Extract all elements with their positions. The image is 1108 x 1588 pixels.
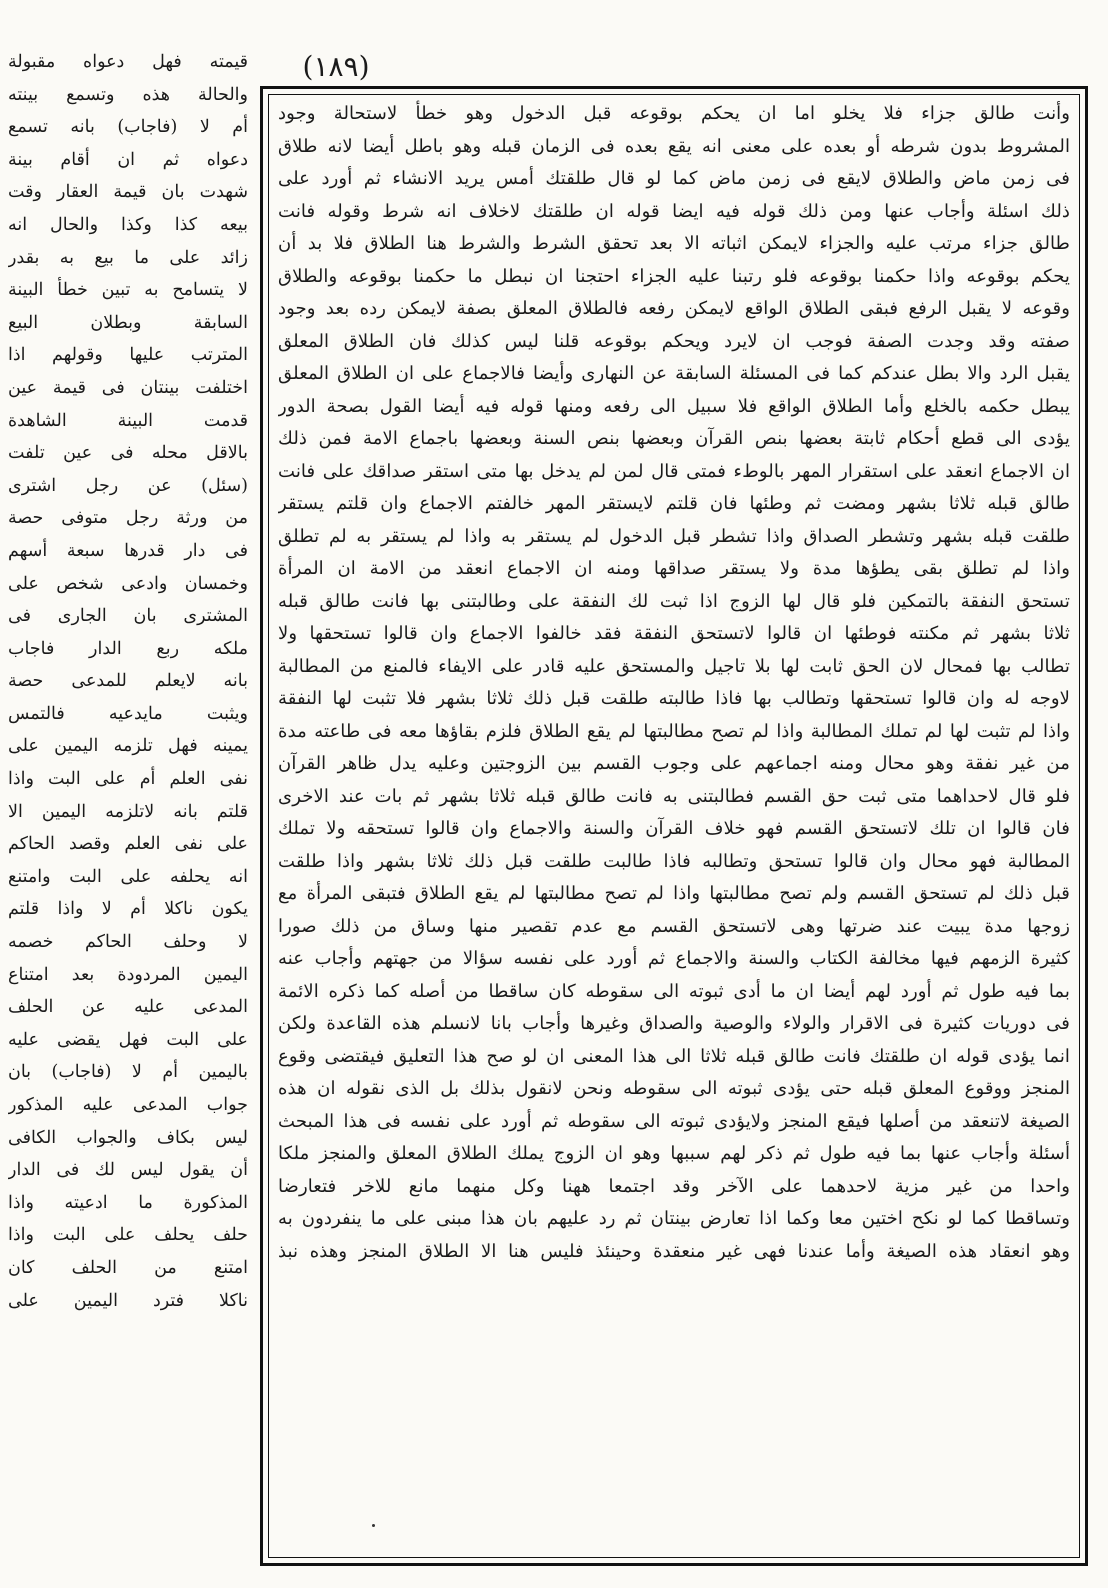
margin-text-line: أن يقول ليس لك فى الدار [8,1160,248,1181]
margin-text-line: انه يحلفه على البت وامتنع [8,866,248,887]
margin-text-line: دعواه ثم ان أقام بينة [8,149,248,170]
main-text-line: طلقت قبله بشهر وتشطر الصداق واذا تشطر قبل الدخول لم يستقر به واذا لم يستقر به لم تطلق [278,525,1070,547]
main-text-line: انما يؤدى قوله ان طلقتك فانت طالق قبله ثلاثا الى هذا المعنى ان لو صح هذا التعليق فيقتضى وقوع [278,1045,1070,1067]
margin-text-line: نفى العلم أم على البت واذا [8,769,248,790]
margin-text-line: جواب المدعى عليه المذكور [8,1095,248,1115]
ink-dot [372,1524,375,1527]
margin-text-line: ويثبت مايدعيه فالتمس [8,703,248,724]
main-text-line: يبطل حكمه بالخلع وأما الطلاق الواقع فلا سبيل الى رفعه ومنها قوله فيه أيضا القول بصحة الدور [278,395,1070,417]
main-text-line: فى دوريات كثيرة فى الاقرار والولاء والوصية والصداق وغيرها وأجاب بانا لانسلم هذه القاعدة ولكن [278,1013,1070,1034]
margin-text-line: على نفى العلم وقصد الحاكم [8,834,248,855]
margin-text-line: أم لا (فاجاب) بانه تسمع [8,117,248,138]
main-text-line: واذا لم تطلق بقى يطؤها مدة ولا يستقر صداقها ومنه ان الاجماع انعقد من الامة ان المرأة [278,558,1070,579]
margin-text-line: بالاقل محله فى عين تلفت [8,443,248,464]
margin-text-line: السابقة وبطلان البيع [8,312,248,333]
margin-text-line: المذكورة ما ادعيته واذا [8,1192,248,1213]
main-text-line: تطالب بها فمحال لان الحق ثابت لها بلا تاجيل والمستحق عليه قادر على الايفاء فالمنع من المطالبة [278,655,1070,677]
main-text-line: ذلك اسئلة وأجاب عنها ومن ذلك قوله فيه ايضا قوله ان طلقتك لاخلاف انه شرط وقوله فانت [278,200,1070,222]
margin-text-line: ناكلا فترد اليمين على [8,1290,248,1311]
margin-text-line: والحالة هذه وتسمع بينته [8,84,248,105]
margin-text-line: ليس بكاف والجواب الكافى [8,1127,248,1148]
margin-text-line: بيعه كذا وكذا والحال انه [8,214,248,235]
margin-text-line: يمينه فهل تلزمه اليمين على [8,736,248,757]
margin-text-line: شهدت بان قيمة العقار وقت [8,182,248,203]
margin-text-line: المشترى بان الجارى فى [8,606,248,627]
main-text-line: المطالبة فهو محال وان قالوا تستحق وتطالبه فاذا طالبت طلقت قبل ذلك ثلاثا بشهر واذا طلقت [278,850,1070,872]
main-text-line: وقوعه لا يقبل الرفع فبقى الطلاق الواقع لايمكن رفعه فالطلاق المعلق بصفة لايمكن رده بعد وجود [278,298,1070,319]
main-text-line: قبل ذلك لم تستحق القسم ولم تصح مطالبتها واذا لم تصح مطالبتها لم يقع الطلاق فتبقى المرأة مع [278,883,1070,904]
margin-text-line: قدمت البينة الشاهدة [8,410,248,431]
main-text-line: لاوجه له وان قالوا تستحقها وتطالب بها فاذا طالبته طلقت قبل ذلك ثلاثا بشهر فلا تثبت لها النفقة [278,688,1070,709]
margin-text-line: لا يتسامح به تبين خطأ البينة [8,280,248,301]
main-text-line: فان قالوا ان تلك لاتستحق القسم فهو خلاف القرآن والسنة والاجماع وان قالوا تستحقه ولا تملك [278,818,1070,839]
margin-text-line: اختلفت بينتان فى قيمة عين [8,377,248,398]
main-text-line: ان الاجماع انعقد على استقرار المهر بالوطء فمتى قال لمن لم يدخل بها متى استقر صداقك على فانت [278,460,1070,482]
main-text-line: المنجز ووقوع المعلق قبله حتى يؤدى ثبوته الى سقوطه ونحن لانقول بذلك بل الذى نقوله ان هذه [278,1078,1070,1099]
margin-text-line: قيمته فهل دعواه مقبولة [8,52,248,72]
margin-text-line: المدعى عليه عن الحلف [8,997,248,1018]
margin-text-line: اليمين المردودة بعد امتناع [8,964,248,985]
main-text-line: الصيغة لاتنعقد من أصلها فيقع المنجز ولايؤدى ثبوته الى سقوطه ثم أورد على نفسه فى هذا المبحث [278,1110,1070,1132]
main-text-line: وتساقطا كما لو نكح اختين معا وكما اذا تعارض بينتان ثم رد عليهم بان هذا مبنى على ما ينفردون به [278,1208,1070,1229]
margin-text-line: لا وحلف الحاكم خصمه [8,932,248,953]
margin-text-line: باليمين أم لا (فاجاب) بان [8,1062,248,1083]
main-text-line: وأنت طالق جزاء فلا يخلو اما ان يحكم بوقوعه قبل الدخول وهو خطأ لاستحالة وجود [278,103,1070,124]
main-text-line: طالق جزاء مرتب عليه والجزاء لايمكن اثباته الا بعد تحقق الشرط والشرط هنا الطلاق فلا بد أن [278,233,1070,254]
main-text-line: صفته وقد وجدت الصفة فوجب ان لايرد ويحكم بوقوعه قلنا ليس كذلك فان الطلاق المعلق [278,330,1070,352]
main-text-line: تستحق النفقة بالتمكين فلو قال لها الزوج اذا ثبت لك النفقة على وطالبتنى بها فانت طالق قبله [278,590,1070,612]
main-text-line: فى زمن ماض والطلاق لايقع فى زمن ماض كما لو قال طلقتك أمس يريد الانشاء ثم أورد على [278,168,1070,189]
margin-text-line: على البت فهل يقضى عليه [8,1029,248,1050]
margin-text-line: وخمسان وادعى شخص على [8,573,248,594]
main-text-line: زوجها مدة يبيت عند ضرتها وهى لاتستحق القسم مع عدم تقصير منها وساق من ذلك صورا [278,915,1070,937]
main-text-line: واذا لم تثبت لها لم تملك المطالبة واذا لم تصح مطالبتها لم يقع الطلاق فلزم بقاؤها معه فى طاعته مدة [278,720,1070,742]
margin-text-line: يكون ناكلا أم لا واذا قلتم [8,899,248,920]
main-text-line: يؤدى الى قطع أحكام ثابتة بعضها بنص القرآن وبعضها بنص السنة وبعضها باجماع الامة فمن ذلك [278,428,1070,449]
main-text-line: المشروط بدون شرطه أو بعده على معنى انه يقع بعده فى الزمان قبله وهو باطل أيضا لانه طلاق [278,135,1070,157]
margin-text-line: (سئل) عن رجل اشترى [8,475,248,496]
margin-text-line: زائد على ما بيع به بقدر [8,247,248,268]
margin-commentary-block [8,46,248,1566]
main-text-line: ثلاثا بشهر ثم مكنته فوطئها ان قالوا لاتستحق النفقة فقد خالفوا الاجماع وان قالوا تستحقها ولا [278,623,1070,644]
margin-text-line: من ورثة رجل متوفى حصة [8,508,248,529]
main-text-block [278,98,1070,1550]
main-text-line: طالق قبله ثلاثا بشهر ومضت ثم وطئها فان قلتم لايستقر المهر خالفتم الاجماع وان قلتم يستقر [278,493,1070,514]
page-number: (١٨٩) [302,50,370,83]
margin-text-line: قلتم بانه لاتلزمه اليمين الا [8,801,248,822]
main-text-line: يقبل الرد والا بطل عندكم كما فى المسئلة السابقة عن النهارى وأيضا فالاجماع على ان الطلاق المعلق [278,363,1070,384]
margin-text-line: حلف يحلف على البت واذا [8,1225,248,1246]
main-text-line: كثيرة الزمهم فيها مخالفة الكتاب والسنة والاجماع ثم أورد على نفسه سؤالا من جهتهم وأجاب عنه [278,948,1070,969]
margin-text-line: المترتب عليها وقولهم اذا [8,345,248,366]
margin-text-line: فى دار قدرها سبعة أسهم [8,540,248,561]
main-text-line: يحكم بوقوعه واذا حكمنا بوقوعه فلو رتبنا عليه الجزاء احتجنا ان نبطل ما حكمنا بوقوعه والطلاق [278,265,1070,287]
main-text-line: بما فيه طول ثم أورد لهم أيضا ان ما أدى ثبوته الى سقوطه كان ساقطا من أصله كما ذكره الائمة [278,980,1070,1002]
margin-text-line: بانه لايعلم للمدعى حصة [8,671,248,692]
margin-text-line: ملكه ربع الدار فاجاب [8,638,248,659]
margin-text-line: امتنع من الحلف كان [8,1257,248,1278]
main-text-line: أسئلة وأجاب عنها بما فيه طول ثم ذكر لهم سببها وهو ان الزوج يملك الطلاق المعلق والمنجز ملكا [278,1143,1070,1164]
main-text-line: من غير نفقة وهو محال ومنه اجماعهم على وجوب القسم بين الزوجتين وعليه يدل ظاهر القرآن [278,753,1070,774]
main-text-line: واحدا من غير مزية لاحدهما على الآخر وقد اجتمعا ههنا وكل منهما مانع للاخر فتعارضا [278,1175,1070,1197]
main-text-line: فلو قال لاحداهما متى ثبت حق القسم فطالبتنى به فانت طالق قبله ثلاثا بشهر ثم بات عند الاخرى [278,785,1070,807]
main-text-line: وهو انعقاد هذه الصيغة وأما عندنا فهى غير منعقدة وحينئذ فليس هنا الا الطلاق المنجز وهذه نبذ [278,1240,1070,1262]
